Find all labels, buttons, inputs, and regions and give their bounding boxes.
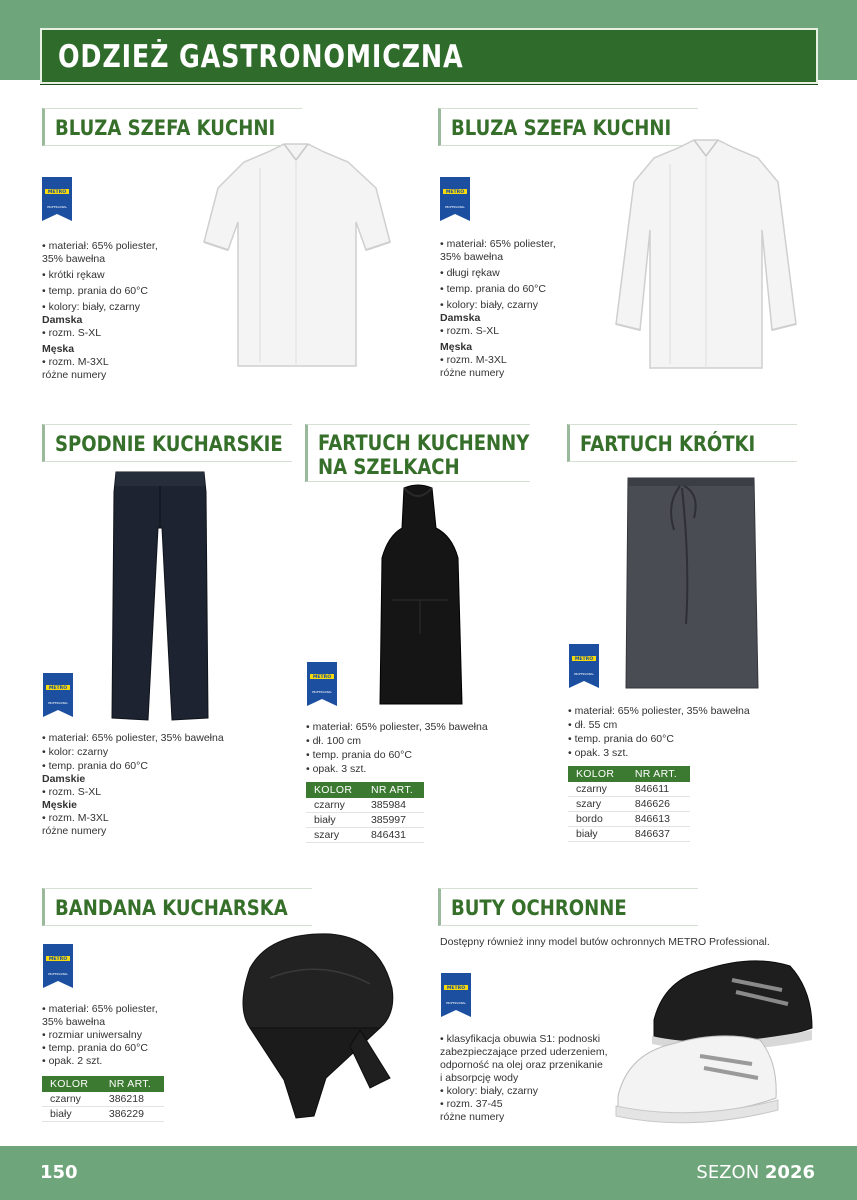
metro-professional-logo: [440, 177, 470, 221]
spec-short-apron: [568, 705, 750, 760]
article-cell: 846626: [627, 797, 690, 812]
note: różne numery: [440, 367, 505, 379]
table-row: [568, 797, 690, 812]
spec-line: • kolory: biały, czarny: [42, 301, 141, 313]
page-title: ODZIEŻ GASTRONOMICZNA: [58, 39, 464, 75]
color-cell: bordo: [568, 812, 627, 827]
svg-text:PROFESSIONAL: PROFESSIONAL: [48, 973, 68, 976]
svg-text:METRO: METRO: [47, 190, 67, 196]
column-header: NR ART.: [101, 1076, 164, 1092]
column-header: KOLOR: [568, 766, 627, 782]
spec-line: odporność na olej oraz przenikanie: [440, 1059, 603, 1071]
spec-trousers: [42, 732, 224, 838]
metro-professional-logo: [441, 973, 471, 1017]
svg-text:METRO: METRO: [445, 190, 465, 196]
svg-text:METRO: METRO: [446, 986, 466, 992]
section-title: FARTUCH KRÓTKI: [580, 432, 756, 456]
spec-line: • kolor: czarny: [42, 746, 109, 758]
color-cell: szary: [568, 797, 627, 812]
season-year: 2026: [764, 1162, 815, 1183]
spec-line: • klasyfikacja obuwia S1: podnoski: [440, 1033, 601, 1045]
spec-line: • temp. prania do 60°C: [42, 760, 148, 772]
spec-line: • krótki rękaw: [42, 269, 105, 281]
color-table-bib-apron: [306, 782, 424, 843]
table-row: [568, 782, 690, 797]
section-header-shoes: [438, 888, 698, 926]
spec-line: • długi rękaw: [440, 267, 500, 279]
spec-line: • temp. prania do 60°C: [440, 283, 546, 295]
short-apron-image: [620, 474, 762, 694]
svg-text:PROFESSIONAL: PROFESSIONAL: [48, 702, 68, 705]
women-label: Damska: [440, 312, 481, 324]
table-row: [568, 827, 690, 842]
spec-line: • temp. prania do 60°C: [306, 749, 412, 761]
spec-jacket-long: [440, 238, 556, 380]
spec-line: zabezpieczające przed uderzeniem,: [440, 1046, 608, 1058]
page-title-bar: [40, 28, 818, 84]
shoes-intro: [440, 936, 770, 949]
spec-line: • kolory: biały, czarny: [440, 1085, 539, 1097]
spec-line: • dł. 55 cm: [568, 719, 618, 731]
article-cell: 386218: [101, 1092, 164, 1107]
color-table-short-apron: [568, 766, 690, 842]
chef-jacket-short-sleeve-image: [198, 138, 394, 376]
section-title-line1: FARTUCH KUCHENNY: [318, 431, 530, 455]
spec-line: • opak. 3 szt.: [306, 763, 367, 775]
page-number: 150: [40, 1162, 78, 1183]
article-cell: 385984: [363, 798, 424, 813]
spec-line: • temp. prania do 60°C: [42, 1042, 148, 1054]
color-cell: czarny: [568, 782, 627, 797]
spec-line: • materiał: 65% poliester,: [440, 238, 556, 250]
spec-line: • materiał: 65% poliester,: [42, 240, 158, 252]
article-cell: 846637: [627, 827, 690, 842]
spec-line: • opak. 3 szt.: [568, 747, 629, 759]
article-cell: 846613: [627, 812, 690, 827]
svg-text:METRO: METRO: [574, 657, 594, 663]
svg-text:METRO: METRO: [48, 957, 68, 963]
table-row: [306, 813, 424, 828]
table-row: [568, 812, 690, 827]
spec-line: • temp. prania do 60°C: [42, 285, 148, 297]
metro-professional-logo: [43, 944, 73, 988]
spec-line: • temp. prania do 60°C: [568, 733, 674, 745]
metro-professional-logo: [569, 644, 599, 688]
section-title-line2: NA SZELKACH: [318, 455, 460, 479]
color-cell: szary: [306, 828, 363, 843]
column-header: NR ART.: [627, 766, 690, 782]
section-header-trousers: [42, 424, 292, 462]
spec-line: • dł. 100 cm: [306, 735, 362, 747]
color-cell: czarny: [42, 1092, 101, 1107]
men-size: • rozm. M-3XL: [440, 354, 507, 366]
spec-line: • materiał: 65% poliester, 35% bawełna: [568, 705, 750, 717]
bib-apron-image: [374, 484, 464, 708]
section-title: BUTY OCHRONNE: [451, 896, 627, 920]
men-label: Męskie: [42, 799, 78, 811]
section-header-short-apron: [567, 424, 797, 462]
color-cell: biały: [306, 813, 363, 828]
color-cell: biały: [568, 827, 627, 842]
spec-bandana: [42, 1003, 158, 1068]
spec-line: • rozm. 37-45: [440, 1098, 503, 1110]
spec-line: i absorpcję wody: [440, 1072, 519, 1084]
women-label: Damska: [42, 314, 83, 326]
spec-line: • materiał: 65% poliester, 35% bawełna: [42, 732, 224, 744]
table-row: [306, 828, 424, 843]
metro-professional-logo: [43, 673, 73, 717]
column-header: NR ART.: [363, 782, 424, 798]
section-title: BANDANA KUCHARSKA: [55, 896, 288, 920]
spec-shoes: [440, 1033, 608, 1124]
svg-text:PROFESSIONAL: PROFESSIONAL: [445, 206, 465, 209]
metro-professional-logo: [307, 662, 337, 706]
spec-line: 35% bawełna: [42, 1016, 106, 1028]
bandana-image: [230, 928, 398, 1124]
article-cell: 846611: [627, 782, 690, 797]
note: różne numery: [440, 1111, 505, 1123]
table-row: [42, 1092, 164, 1107]
section-header-bib-apron: [305, 424, 530, 482]
spec-line: • materiał: 65% poliester,: [42, 1003, 158, 1015]
safety-shoes-image: [612, 950, 816, 1126]
svg-text:METRO: METRO: [48, 686, 68, 692]
table-row: [42, 1107, 164, 1122]
season-label: [696, 1162, 815, 1183]
intro-text: Dostępny również inny model butów ochronnych METRO Professional.: [440, 936, 770, 948]
svg-text:METRO: METRO: [312, 675, 332, 681]
women-size: • rozm. S-XL: [42, 786, 102, 798]
men-size: • rozm. M-3XL: [42, 356, 109, 368]
women-size: • rozm. S-XL: [440, 325, 500, 337]
article-cell: 846431: [363, 828, 424, 843]
table-row: [306, 798, 424, 813]
spec-bib-apron: [306, 721, 488, 776]
spec-line: • materiał: 65% poliester, 35% bawełna: [306, 721, 488, 733]
note: różne numery: [42, 369, 107, 381]
section-header-bandana: [42, 888, 312, 926]
spec-jacket-short: [42, 240, 158, 382]
svg-text:PROFESSIONAL: PROFESSIONAL: [312, 691, 332, 694]
svg-text:PROFESSIONAL: PROFESSIONAL: [446, 1002, 466, 1005]
color-cell: biały: [42, 1107, 101, 1122]
chef-trousers-image: [108, 468, 212, 724]
note: różne numery: [42, 825, 107, 837]
spec-line: • rozmiar uniwersalny: [42, 1029, 142, 1041]
section-title: BLUZA SZEFA KUCHNI: [55, 116, 276, 140]
spec-line: • opak. 2 szt.: [42, 1055, 103, 1067]
women-size: • rozm. S-XL: [42, 327, 102, 339]
women-label: Damskie: [42, 773, 86, 785]
chef-jacket-long-sleeve-image: [612, 134, 802, 376]
men-label: Męska: [42, 343, 75, 355]
spec-line: • kolory: biały, czarny: [440, 299, 539, 311]
section-title: SPODNIE KUCHARSKIE: [55, 432, 283, 456]
season-text: SEZON: [696, 1162, 760, 1183]
men-label: Męska: [440, 341, 473, 353]
spec-line: 35% bawełna: [42, 253, 106, 265]
svg-text:PROFESSIONAL: PROFESSIONAL: [574, 673, 594, 676]
article-cell: 385997: [363, 813, 424, 828]
column-header: KOLOR: [42, 1076, 101, 1092]
article-cell: 386229: [101, 1107, 164, 1122]
men-size: • rozm. M-3XL: [42, 812, 109, 824]
spec-line: 35% bawełna: [440, 251, 504, 263]
color-table-bandana: [42, 1076, 164, 1122]
column-header: KOLOR: [306, 782, 363, 798]
color-cell: czarny: [306, 798, 363, 813]
svg-text:PROFESSIONAL: PROFESSIONAL: [47, 206, 67, 209]
section-title: BLUZA SZEFA KUCHNI: [451, 116, 672, 140]
metro-professional-logo: [42, 177, 72, 221]
